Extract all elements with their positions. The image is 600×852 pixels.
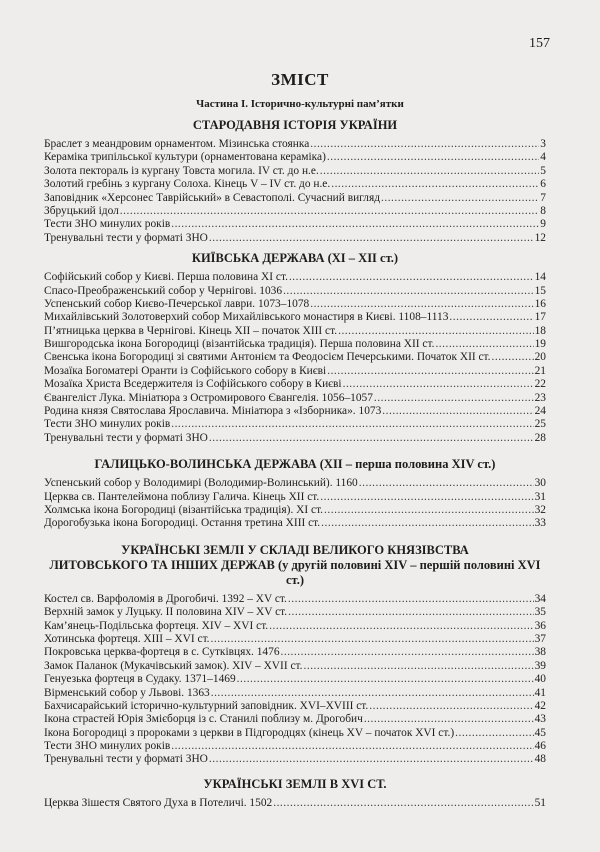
- entry-page-number: 33: [534, 517, 546, 530]
- toc-entry[interactable]: [44, 477, 546, 490]
- dot-leader: [269, 620, 533, 633]
- section-title: ГАЛИЦЬКО-ВОЛИНСЬКА ДЕРЖАВА (XII – перша половина XIV ст.): [94, 457, 496, 472]
- toc-entry[interactable]: [44, 178, 546, 191]
- section-title: ЛИТОВСЬКОГО ТА ІНШИХ ДЕРЖАВ (у другій половині XIV – першій половині XVI ст.): [49, 557, 541, 587]
- toc-entry[interactable]: [44, 338, 546, 351]
- entry-page-number: 7: [540, 191, 546, 204]
- dot-leader: [364, 713, 534, 726]
- entry-page-number: 39: [534, 659, 546, 672]
- dot-leader: [338, 325, 534, 338]
- toc-entry[interactable]: [44, 351, 546, 364]
- entry-title: Холмська ікона Богородиці (візантійська традиція). XI ст.: [44, 503, 324, 516]
- toc-entry[interactable]: [44, 633, 546, 646]
- dot-leader: [331, 178, 539, 191]
- entry-page-number: 17: [534, 311, 546, 324]
- section-title: УКРАЇНСЬКІ ЗЕМЛІ У СКЛАДІ ВЕЛИКОГО КНЯЗІВСТВА: [121, 542, 469, 557]
- entry-page-number: 3: [540, 138, 546, 150]
- entry-page-number: 31: [534, 490, 546, 503]
- entry-page-number: 5: [540, 164, 546, 177]
- dot-leader: [283, 285, 534, 298]
- dot-leader: [304, 660, 534, 673]
- entry-page-number: 45: [534, 726, 546, 739]
- entry-title: Тренувальні тести у форматі ЗНО: [44, 231, 208, 244]
- entry-page-number: 19: [534, 338, 546, 351]
- toc-entry[interactable]: [44, 205, 546, 218]
- dot-leader: [455, 727, 533, 740]
- entry-page-number: 36: [534, 619, 546, 632]
- toc-entry[interactable]: [44, 727, 546, 740]
- section-title: УКРАЇНСЬКІ ЗЕМЛІ В XVI СТ.: [203, 776, 387, 791]
- entry-page-number: 38: [534, 646, 546, 659]
- dot-leader: [327, 365, 533, 378]
- dot-leader: [343, 378, 534, 391]
- entry-title: Збруцький ідол: [44, 204, 119, 217]
- entry-title: Кераміка трипільської культури (орнаментована кераміка): [44, 151, 326, 164]
- entry-title: Успенський собор Києво-Печерської лаври. 1073–1078: [44, 297, 310, 310]
- entry-page-number: 34: [534, 592, 546, 605]
- dot-leader: [288, 606, 533, 619]
- toc-entry[interactable]: [44, 151, 546, 164]
- entry-title: Родина князя Святослава Ярославича. Мініатюра з «Ізборника». 1073: [44, 405, 382, 418]
- entry-page-number: 9: [540, 218, 546, 231]
- entry-title: Хотинська фортеця. XIII – XVI ст.: [44, 632, 210, 645]
- entry-page-number: 6: [540, 178, 546, 191]
- entry-title: Тренувальні тести у форматі ЗНО: [44, 431, 208, 444]
- entry-title: П’ятницька церква в Чернігові. Кінець XII – початок XIII ст.: [44, 324, 338, 337]
- toc-entry[interactable]: [44, 311, 546, 324]
- dot-leader: [359, 477, 534, 490]
- dot-leader: [171, 740, 533, 753]
- entry-page-number: 37: [534, 632, 546, 645]
- entry-page-number: 41: [534, 686, 546, 699]
- toc-section: [44, 777, 546, 810]
- entry-title: Церква св. Пантелеймона поблизу Галича. Кінець XII ст.: [44, 490, 320, 503]
- dot-leader: [171, 218, 539, 231]
- toc-title: ЗМІСТ: [271, 70, 329, 89]
- toc-entry[interactable]: [44, 606, 546, 619]
- dot-leader: [209, 432, 534, 445]
- dot-leader: [209, 232, 534, 245]
- entry-page-number: 42: [534, 699, 546, 712]
- toc-entry[interactable]: [44, 192, 546, 205]
- toc-section: [44, 457, 546, 531]
- entry-page-number: 40: [534, 673, 546, 686]
- entry-title: Мозаїка Богоматері Оранти із Софійського собору в Києві: [44, 364, 327, 377]
- toc-section: [44, 543, 546, 767]
- dot-leader: [289, 271, 534, 284]
- entry-title: Михайлівський Золотоверхий собор Михайлівського монастиря в Києві. 1108–1113: [44, 311, 449, 324]
- dot-leader: [382, 405, 533, 418]
- table-of-contents: [44, 118, 546, 810]
- dot-leader: [120, 205, 540, 218]
- entry-title: Золотий гребінь з кургану Солоха. Кінець V – IV ст. до н.е.: [44, 178, 331, 191]
- section-title: КИЇВСЬКА ДЕРЖАВА (XI – XII ст.): [191, 251, 399, 266]
- toc-section: [44, 118, 546, 245]
- entry-title: Тренувальні тести у форматі ЗНО: [44, 753, 208, 766]
- entry-page-number: 20: [534, 351, 546, 364]
- entry-page-number: 46: [534, 740, 546, 753]
- toc-entry[interactable]: [44, 660, 546, 673]
- entry-title: Кам’янець-Подільська фортеця. XIV – XVI ст.: [44, 619, 269, 632]
- entry-title: Заповідник «Херсонес Таврійський» в Севастополі. Сучасний вигляд: [44, 191, 380, 204]
- entry-page-number: 8: [540, 204, 546, 217]
- entry-title: Церква Зішестя Святого Духа в Потеличі. 1502: [44, 796, 273, 809]
- entry-page-number: 18: [534, 324, 546, 337]
- entry-page-number: 43: [534, 713, 546, 726]
- dot-leader: [381, 192, 539, 205]
- dot-leader: [449, 311, 533, 324]
- dot-leader: [320, 165, 540, 178]
- dot-leader: [273, 797, 533, 810]
- dot-leader: [288, 593, 534, 606]
- toc-entry[interactable]: [44, 285, 546, 298]
- toc-entry[interactable]: [44, 700, 546, 713]
- toc-entry[interactable]: [44, 593, 546, 606]
- entry-title: Дорогобузька ікона Богородиці. Остання третина XIII ст.: [44, 517, 321, 530]
- entry-title: Генуезька фортеця в Судаку. 1371–1469: [44, 673, 236, 686]
- entry-title: Мозаїка Христа Вседержителя із Софійського собору в Києві: [44, 378, 342, 391]
- entry-title: Тести ЗНО минулих років: [44, 418, 171, 431]
- dot-leader: [327, 151, 539, 164]
- entry-page-number: 32: [534, 503, 546, 516]
- toc-entry[interactable]: [44, 753, 546, 766]
- toc-entry[interactable]: [44, 673, 546, 686]
- entry-page-number: 21: [534, 364, 546, 377]
- entry-page-number: 4: [540, 151, 546, 164]
- toc-entry[interactable]: [44, 325, 546, 338]
- toc-entry[interactable]: [44, 365, 546, 378]
- entry-title: Вірменський собор у Львові. 1363: [44, 686, 210, 699]
- entry-title: Тести ЗНО минулих років: [44, 218, 171, 231]
- toc-entry[interactable]: [44, 620, 546, 633]
- entry-title: Браслет з меандровим орнаментом. Мізинська стоянка: [44, 138, 310, 150]
- entry-title: Успенський собор у Володимирі (Володимир-Волинський). 1160: [44, 477, 358, 490]
- toc-entry[interactable]: [44, 432, 546, 445]
- dot-leader: [320, 491, 533, 504]
- entry-page-number: 16: [534, 297, 546, 310]
- entry-title: Спасо-Преображенський собор у Чернігові. 1036: [44, 284, 283, 297]
- toc-entry[interactable]: [44, 504, 546, 517]
- toc-entry[interactable]: [44, 687, 546, 700]
- entry-page-number: 15: [534, 284, 546, 297]
- toc-entry[interactable]: [44, 517, 546, 530]
- entry-page-number: 30: [534, 477, 546, 490]
- toc-entry[interactable]: [44, 165, 546, 178]
- entry-title: Софійський собор у Києві. Перша половина XI ст.: [44, 271, 288, 284]
- entry-title: Тести ЗНО минулих років: [44, 740, 171, 753]
- entry-page-number: 24: [534, 405, 546, 418]
- entry-page-number: 14: [534, 271, 546, 284]
- entry-title: Свенська ікона Богородиці зі святими Антонієм та Феодосієм Печерськими. Початок XII ст.: [44, 351, 491, 364]
- entry-page-number: 28: [534, 431, 546, 444]
- page-number: 157: [529, 36, 550, 51]
- toc-entry[interactable]: [44, 405, 546, 418]
- dot-leader: [310, 298, 533, 311]
- toc-entry[interactable]: [44, 138, 546, 151]
- dot-leader: [209, 753, 534, 766]
- dot-leader: [211, 687, 534, 700]
- entry-title: Золота пектораль із кургану Товста могила. IV ст. до н.е.: [44, 164, 319, 177]
- entry-title: Ікона Богородиці з пророками з церкви в Підгородцях (кінець XV – початок XVI ст.): [44, 726, 455, 739]
- entry-title: Євангеліст Лука. Мініатюра з Остромирового Євангелія. 1056–1057: [44, 391, 373, 404]
- entry-page-number: 12: [534, 231, 546, 244]
- part-heading: Частина І. Історично-культурні пам’ятки: [196, 98, 404, 110]
- toc-section: [44, 251, 546, 445]
- dot-leader: [310, 138, 539, 151]
- entry-title: Костел св. Варфоломія в Дрогобичі. 1392 – XV ст.: [44, 592, 287, 605]
- toc-entry[interactable]: [44, 491, 546, 504]
- dot-leader: [374, 392, 534, 405]
- toc-entry[interactable]: [44, 378, 546, 391]
- dot-leader: [492, 351, 534, 364]
- toc-entry[interactable]: [44, 218, 546, 231]
- dot-leader: [435, 338, 533, 351]
- entry-page-number: 22: [534, 378, 546, 391]
- entry-page-number: 48: [534, 753, 546, 766]
- entry-title: Замок Паланок (Мукачівський замок). XIV – XVII ст.: [44, 659, 303, 672]
- dot-leader: [171, 418, 533, 431]
- toc-entry[interactable]: [44, 392, 546, 405]
- toc-entry[interactable]: [44, 740, 546, 753]
- toc-entry[interactable]: [44, 271, 546, 284]
- toc-entry[interactable]: [44, 418, 546, 431]
- entry-title: Вишгородська ікона Богородиці (візантійська традиція). Перша половина XII ст.: [44, 338, 435, 351]
- dot-leader: [321, 517, 533, 530]
- entry-page-number: 35: [534, 606, 546, 619]
- toc-entry[interactable]: [44, 232, 546, 245]
- entry-title: Бахчисарайський історично-культурний заповідник. XVI–XVIII ст.: [44, 699, 369, 712]
- dot-leader: [369, 700, 533, 713]
- entry-page-number: 23: [534, 391, 546, 404]
- dot-leader: [324, 504, 534, 517]
- dot-leader: [211, 633, 534, 646]
- entry-title: Ікона страстей Юрія Змієборця із с. Станилі поблизу м. Дрогобич: [44, 713, 363, 726]
- toc-entry[interactable]: [44, 298, 546, 311]
- toc-entry[interactable]: [44, 797, 546, 810]
- dot-leader: [237, 673, 534, 686]
- entry-page-number: 25: [534, 418, 546, 431]
- entry-title: Верхній замок у Луцьку. II половина XIV – XV ст.: [44, 606, 288, 619]
- toc-entry[interactable]: [44, 646, 546, 659]
- section-title: СТАРОДАВНЯ ІСТОРІЯ УКРАЇНИ: [192, 118, 398, 132]
- entry-title: Покровська церква-фортеця в с. Сутківцях. 1476: [44, 646, 280, 659]
- toc-entry[interactable]: [44, 713, 546, 726]
- entry-page-number: 51: [534, 796, 546, 809]
- dot-leader: [281, 646, 534, 659]
